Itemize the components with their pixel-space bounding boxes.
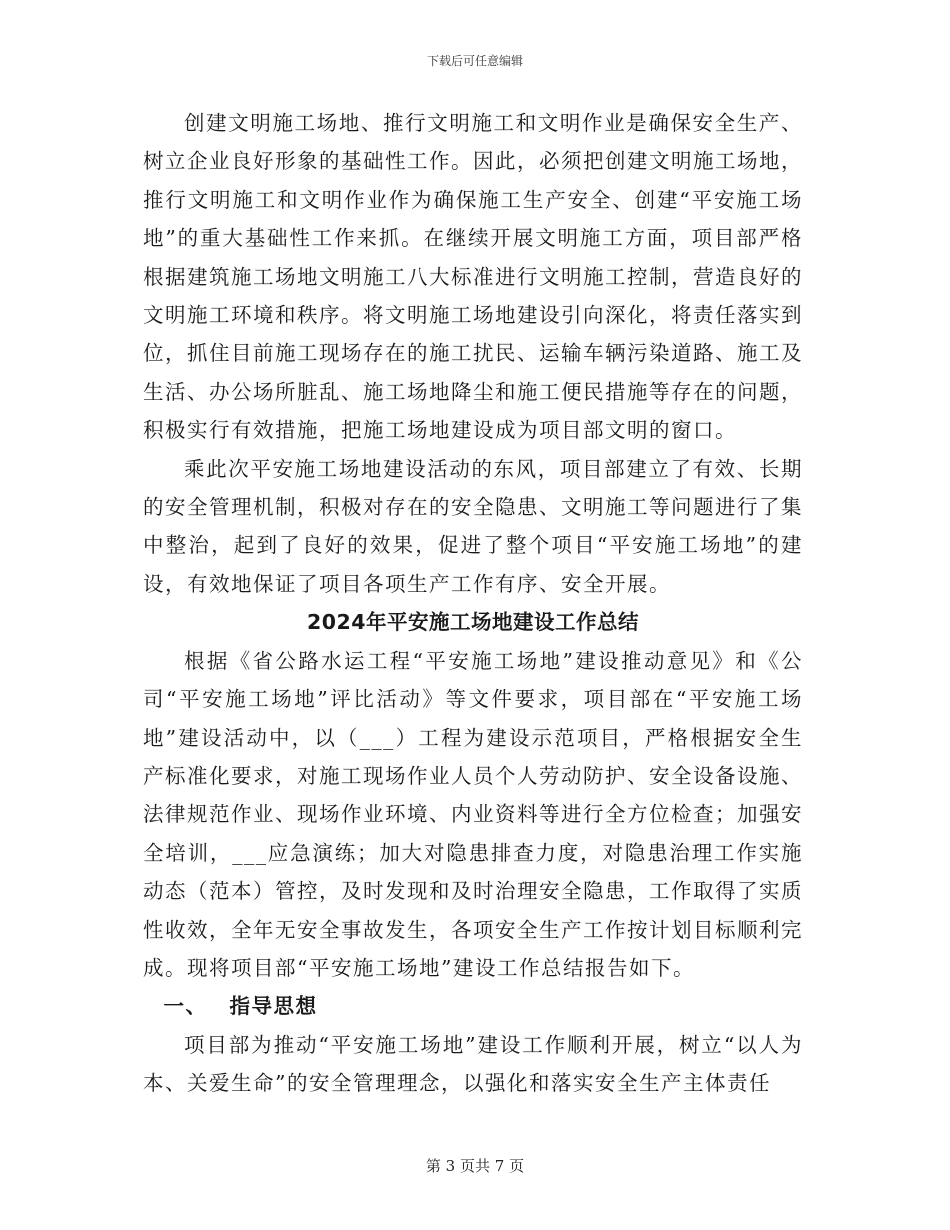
- body-paragraph-2: 乘此次平安施工场地建设活动的东风，项目部建立了有效、长期的安全管理机制，积极对存在的安全隐患、文明施工等问题进行了集中整治，起到了良好的效果，促进了整个项目“平安施工场地”的建设，有效地保证了项目各项生产工作有序、安全开展。: [143, 456, 803, 596]
- section-heading: [143, 987, 803, 1025]
- document-title: 2024年平安施工场地建设工作总结: [306, 610, 640, 635]
- body-paragraph-4: 项目部为推动“平安施工场地”建设工作顺利开展，树立“以人为本、关爱生命”的安全管理理念，以强化和落实安全生产主体责任: [143, 1032, 803, 1096]
- document-body: [143, 104, 803, 1103]
- page-number: 第 3 页共 7 页: [425, 1157, 525, 1175]
- body-paragraph-1: 创建文明施工场地、推行文明施工和文明作业是确保安全生产、树立企业良好形象的基础性工作。因此，必须把创建文明施工场地，推行文明施工和文明作业作为确保施工生产安全、创建“平安施工场地”的重大基础性工作来抓。在继续开展文明施工方面，项目部严格根据建筑施工场地文明施工八大标准进行文明施工控制，营造良好的文明施工环境和秩序。将文明施工场地建设引向深化，将责任落实到位，抓住目前施工现场存在的施工扰民、运输车辆污染道路、施工及生活、办公场所脏乱、施工场地降尘和施工便民措施等存在的问题，积极实行有效措施，把施工场地建设成为项目部文明的窗口。: [143, 111, 803, 443]
- section-number: 一、: [163, 994, 208, 1019]
- page-header: 下载后可任意编辑: [426, 54, 523, 68]
- body-paragraph-3: 根据《省公路水运工程“平安施工场地”建设推动意见》和《公司“平安施工场地”评比活动》等文件要求，项目部在“平安施工场地”建设活动中，以（___）工程为建设示范项目，严格根据安全生产标准化要求，对施工现场作业人员个人劳动防护、安全设备设施、法律规范作业、现场作业环境、内业资料等进行全方位检查；加强安全培训，___应急演练；加大对隐患排查力度，对隐患治理工作实施动态（范本）管控，及时发现和及时治理安全隐患，工作取得了实质性收效，全年无安全事故发生，各项安全生产工作按计划目标顺利完成。现将项目部“平安施工场地”建设工作总结报告如下。: [143, 648, 803, 980]
- section-title: 指导思想: [229, 994, 318, 1019]
